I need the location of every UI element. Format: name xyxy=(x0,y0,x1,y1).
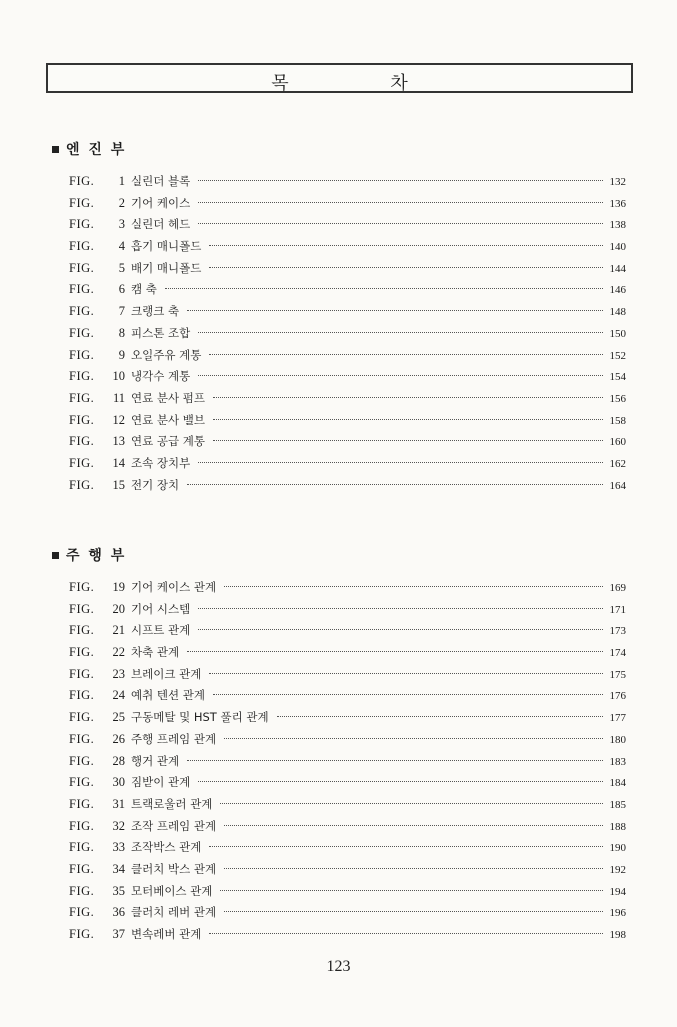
toc-entry xyxy=(69,388,626,410)
entry-title: 전기 장치 xyxy=(131,477,180,492)
drive-toc-list xyxy=(69,577,626,946)
fig-prefix: FIG. xyxy=(69,818,95,833)
entry-page-number: 192 xyxy=(609,863,626,876)
entry-title: 예취 텐션 관계 xyxy=(131,688,205,703)
fig-number: 25 xyxy=(112,710,125,725)
dotted-leader xyxy=(198,375,603,376)
dotted-leader xyxy=(220,803,603,804)
fig-number: 11 xyxy=(112,390,125,405)
toc-entry xyxy=(69,620,626,642)
entry-title: 브레이크 관계 xyxy=(131,666,202,681)
page-number-footer: 123 xyxy=(326,958,351,975)
dotted-leader xyxy=(198,332,603,333)
entry-page-number: 164 xyxy=(609,479,626,492)
entry-title: 변속레버 관계 xyxy=(131,927,202,941)
entry-page-number: 196 xyxy=(609,907,626,920)
dotted-leader xyxy=(198,462,603,463)
fig-prefix: FIG. xyxy=(69,347,95,362)
toc-entry xyxy=(69,902,626,924)
entry-title: 클러치 레버 관계 xyxy=(131,905,217,920)
entry-page-number: 185 xyxy=(609,798,626,811)
entry-title: 연료 공급 계통 xyxy=(131,434,205,449)
fig-number: 7 xyxy=(118,304,125,319)
toc-entry xyxy=(69,431,626,453)
entry-page-number: 175 xyxy=(609,668,626,681)
fig-prefix: FIG. xyxy=(69,710,95,725)
dotted-leader xyxy=(213,694,603,695)
entry-title: 모터베이스 관계 xyxy=(131,883,213,898)
fig-prefix: FIG. xyxy=(69,883,95,898)
entry-title: 기어 시스템 xyxy=(131,601,191,616)
entry-title: 차축 관계 xyxy=(131,645,180,660)
fig-number: 37 xyxy=(112,927,125,941)
fig-prefix: FIG. xyxy=(69,666,95,681)
dotted-leader xyxy=(213,440,603,441)
dotted-leader xyxy=(213,419,603,420)
dotted-leader xyxy=(224,738,603,739)
entry-title: 행거 관계 xyxy=(131,753,180,768)
entry-page-number: 169 xyxy=(609,582,626,594)
entry-page-number: 152 xyxy=(609,349,626,362)
toc-entry xyxy=(69,729,626,751)
entry-page-number: 146 xyxy=(609,284,626,297)
dotted-leader xyxy=(187,484,603,485)
toc-entry xyxy=(69,707,626,729)
fig-prefix: FIG. xyxy=(69,174,95,188)
entry-title: 클러치 박스 관계 xyxy=(131,861,217,876)
toc-entry xyxy=(69,453,626,475)
page-title: 목 차 xyxy=(271,73,456,94)
fig-number: 14 xyxy=(112,455,125,470)
fig-number: 3 xyxy=(118,217,125,232)
toc-entry xyxy=(69,924,626,946)
entry-page-number: 148 xyxy=(609,306,626,319)
dotted-leader xyxy=(224,825,603,826)
square-bullet-icon xyxy=(52,146,59,153)
dotted-leader xyxy=(209,245,603,246)
fig-number: 22 xyxy=(112,645,125,660)
fig-prefix: FIG. xyxy=(69,195,95,210)
dotted-leader xyxy=(198,629,603,630)
dotted-leader xyxy=(198,180,603,181)
entry-title: 캠 축 xyxy=(131,282,157,297)
dotted-leader xyxy=(187,760,603,761)
dotted-leader xyxy=(198,223,603,224)
fig-prefix: FIG. xyxy=(69,325,95,340)
fig-number: 9 xyxy=(118,347,125,362)
fig-prefix: FIG. xyxy=(69,775,95,790)
fig-prefix: FIG. xyxy=(69,580,95,594)
entry-page-number: 154 xyxy=(609,371,626,384)
toc-entry xyxy=(69,301,626,323)
toc-entry xyxy=(69,475,626,497)
dotted-leader xyxy=(187,310,603,311)
entry-page-number: 150 xyxy=(609,327,626,340)
entry-page-number: 183 xyxy=(609,755,626,768)
entry-title: 기어 케이스 xyxy=(131,195,191,210)
toc-entry xyxy=(69,859,626,881)
dotted-leader xyxy=(277,716,603,717)
fig-number: 1 xyxy=(118,174,125,188)
entry-page-number: 156 xyxy=(609,392,626,405)
engine-toc-list xyxy=(69,171,626,496)
toc-entry xyxy=(69,642,626,664)
toc-entry xyxy=(69,751,626,773)
toc-entry xyxy=(69,577,626,599)
entry-title: 흡기 매니폴드 xyxy=(131,239,202,254)
dotted-leader xyxy=(165,288,603,289)
entry-title: 피스톤 조합 xyxy=(131,325,191,340)
dotted-leader xyxy=(198,781,603,782)
dotted-leader xyxy=(209,267,603,268)
title-box xyxy=(46,63,633,93)
fig-prefix: FIG. xyxy=(69,282,95,297)
fig-number: 24 xyxy=(112,688,125,703)
fig-prefix: FIG. xyxy=(69,840,95,855)
entry-title: 트랙로울러 관계 xyxy=(131,796,213,811)
fig-number: 12 xyxy=(112,412,125,427)
entry-page-number: 174 xyxy=(609,647,626,660)
fig-prefix: FIG. xyxy=(69,796,95,811)
entry-page-number: 188 xyxy=(609,820,626,833)
fig-prefix: FIG. xyxy=(69,412,95,427)
entry-title: 실린더 헤드 xyxy=(131,217,191,232)
dotted-leader xyxy=(187,651,603,652)
fig-prefix: FIG. xyxy=(69,927,95,941)
fig-number: 26 xyxy=(112,731,125,746)
fig-prefix: FIG. xyxy=(69,645,95,660)
entry-title: 구동메탈 및 HST 풀리 관계 xyxy=(131,710,269,725)
fig-prefix: FIG. xyxy=(69,455,95,470)
dotted-leader xyxy=(224,868,603,869)
fig-number: 32 xyxy=(112,818,125,833)
fig-number: 30 xyxy=(112,775,125,790)
section-heading-drive xyxy=(52,545,126,565)
fig-number: 23 xyxy=(112,666,125,681)
toc-entry xyxy=(69,772,626,794)
entry-title: 연료 분사 펌프 xyxy=(131,390,205,405)
entry-title: 조작 프레임 관계 xyxy=(131,818,217,833)
fig-number: 2 xyxy=(118,195,125,210)
fig-prefix: FIG. xyxy=(69,861,95,876)
fig-number: 36 xyxy=(112,905,125,920)
fig-prefix: FIG. xyxy=(69,477,95,492)
entry-page-number: 176 xyxy=(609,690,626,703)
fig-prefix: FIG. xyxy=(69,753,95,768)
fig-prefix: FIG. xyxy=(69,390,95,405)
toc-entry xyxy=(69,366,626,388)
fig-prefix: FIG. xyxy=(69,217,95,232)
entry-title: 크랭크 축 xyxy=(131,304,180,319)
entry-title: 오일주유 계통 xyxy=(131,347,202,362)
dotted-leader xyxy=(209,846,603,847)
toc-entry xyxy=(69,816,626,838)
entry-page-number: 190 xyxy=(609,842,626,855)
toc-entry xyxy=(69,214,626,236)
dotted-leader xyxy=(209,933,603,934)
fig-prefix: FIG. xyxy=(69,623,95,638)
entry-title: 주행 프레임 관계 xyxy=(131,731,217,746)
entry-page-number: 144 xyxy=(609,262,626,275)
entry-page-number: 171 xyxy=(609,603,626,616)
entry-page-number: 180 xyxy=(609,733,626,746)
fig-prefix: FIG. xyxy=(69,731,95,746)
entry-title: 배기 매니폴드 xyxy=(131,260,202,275)
fig-number: 13 xyxy=(112,434,125,449)
dotted-leader xyxy=(209,673,603,674)
fig-number: 34 xyxy=(112,861,125,876)
entry-title: 실린더 블록 xyxy=(131,174,191,188)
dotted-leader xyxy=(213,397,603,398)
toc-entry xyxy=(69,345,626,367)
entry-page-number: 173 xyxy=(609,625,626,638)
entry-page-number: 158 xyxy=(609,414,626,427)
fig-number: 20 xyxy=(112,601,125,616)
fig-prefix: FIG. xyxy=(69,905,95,920)
fig-number: 8 xyxy=(118,325,125,340)
toc-entry xyxy=(69,599,626,621)
fig-number: 31 xyxy=(112,796,125,811)
dotted-leader xyxy=(224,911,603,912)
entry-title: 조속 장치부 xyxy=(131,455,191,470)
toc-entry xyxy=(69,837,626,859)
entry-page-number: 160 xyxy=(609,436,626,449)
square-bullet-icon xyxy=(52,552,59,559)
entry-page-number: 132 xyxy=(609,176,626,188)
entry-page-number: 136 xyxy=(609,197,626,210)
toc-entry xyxy=(69,171,626,193)
fig-number: 21 xyxy=(112,623,125,638)
fig-prefix: FIG. xyxy=(69,239,95,254)
fig-number: 19 xyxy=(112,580,125,594)
entry-page-number: 162 xyxy=(609,457,626,470)
entry-title: 냉각수 계통 xyxy=(131,369,191,384)
section-heading-label: 주 행 부 xyxy=(66,548,127,564)
entry-page-number: 198 xyxy=(609,929,626,941)
fig-number: 33 xyxy=(112,840,125,855)
fig-prefix: FIG. xyxy=(69,369,95,384)
entry-title: 기어 케이스 관계 xyxy=(131,580,217,594)
dotted-leader xyxy=(209,354,603,355)
entry-page-number: 184 xyxy=(609,777,626,790)
fig-number: 6 xyxy=(118,282,125,297)
dotted-leader xyxy=(220,890,603,891)
fig-number: 35 xyxy=(112,883,125,898)
section-heading-label: 엔 진 부 xyxy=(66,142,127,158)
toc-entry xyxy=(69,193,626,215)
entry-page-number: 194 xyxy=(609,885,626,898)
fig-prefix: FIG. xyxy=(69,688,95,703)
fig-number: 15 xyxy=(112,477,125,492)
entry-title: 조작박스 관계 xyxy=(131,840,202,855)
entry-title: 시프트 관계 xyxy=(131,623,191,638)
fig-number: 10 xyxy=(112,369,125,384)
toc-entry xyxy=(69,664,626,686)
toc-entry xyxy=(69,685,626,707)
fig-prefix: FIG. xyxy=(69,434,95,449)
toc-entry xyxy=(69,881,626,903)
fig-prefix: FIG. xyxy=(69,601,95,616)
entry-page-number: 138 xyxy=(609,219,626,232)
fig-prefix: FIG. xyxy=(69,260,95,275)
fig-prefix: FIG. xyxy=(69,304,95,319)
entry-title: 연료 분사 밸브 xyxy=(131,412,205,427)
dotted-leader xyxy=(224,586,603,587)
toc-entry xyxy=(69,236,626,258)
dotted-leader xyxy=(198,202,603,203)
toc-entry xyxy=(69,279,626,301)
toc-entry xyxy=(69,258,626,280)
toc-entry xyxy=(69,410,626,432)
fig-number: 5 xyxy=(118,260,125,275)
entry-title: 짐받이 관계 xyxy=(131,775,191,790)
fig-number: 4 xyxy=(118,239,125,254)
entry-page-number: 140 xyxy=(609,241,626,254)
entry-page-number: 177 xyxy=(609,712,626,725)
toc-entry xyxy=(69,323,626,345)
fig-number: 28 xyxy=(112,753,125,768)
section-heading-engine xyxy=(52,139,126,159)
toc-entry xyxy=(69,794,626,816)
dotted-leader xyxy=(198,608,603,609)
